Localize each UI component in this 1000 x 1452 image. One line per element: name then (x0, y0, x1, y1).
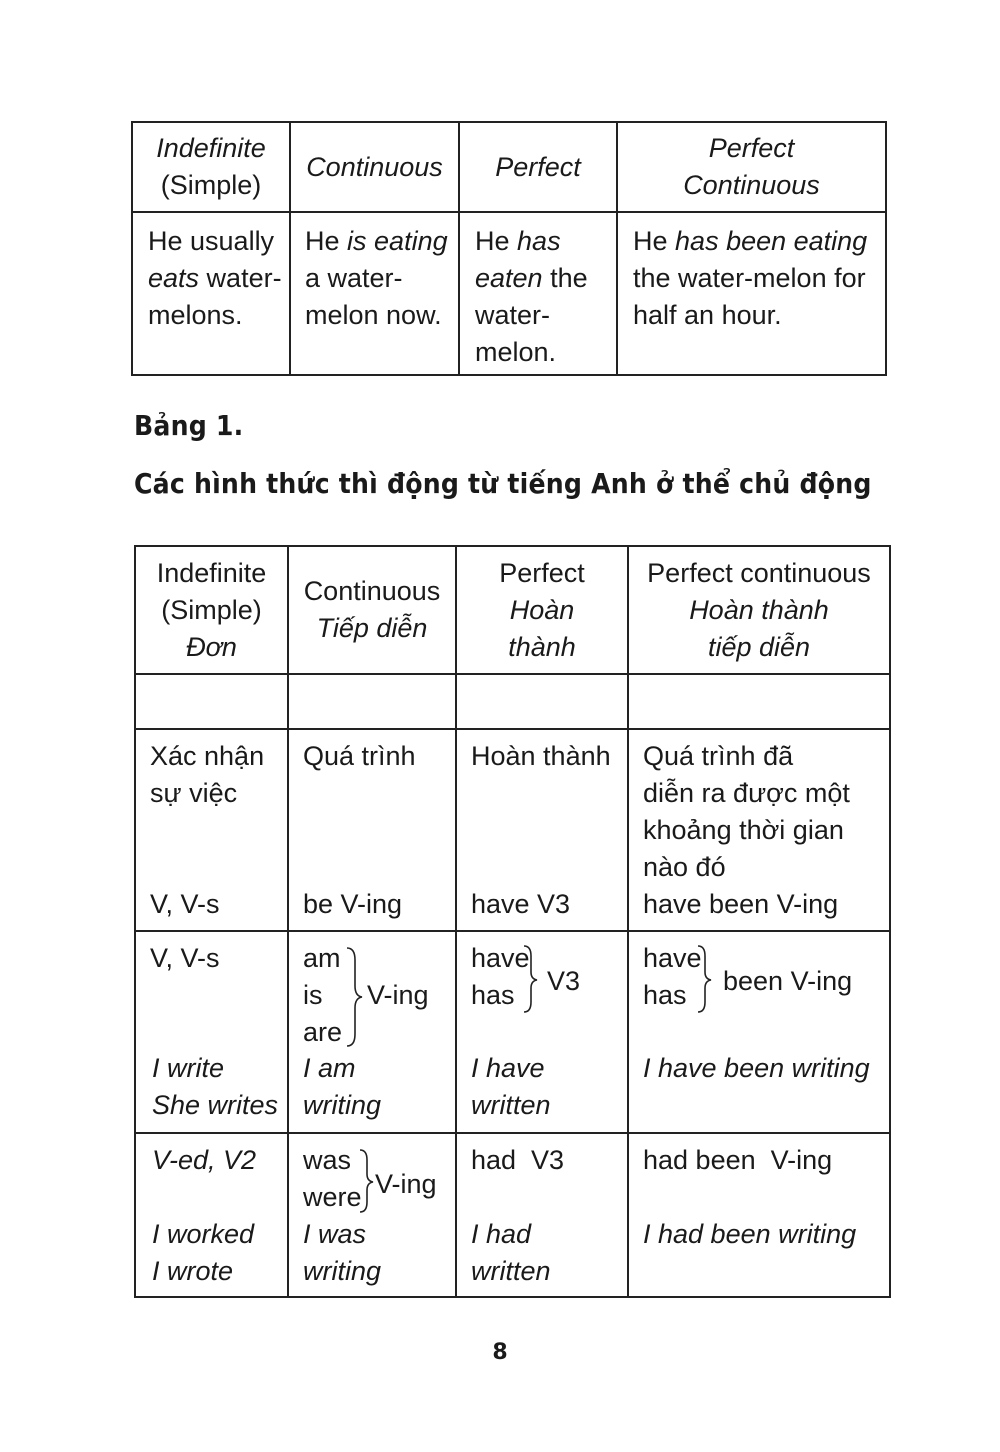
cell-text: He usually (148, 226, 275, 256)
table-cell (628, 931, 890, 1133)
example-text: She writes (152, 1090, 279, 1120)
form-text: V, V-s (150, 943, 220, 973)
cell-text: melon now. (305, 300, 442, 330)
aux-text: has (643, 980, 687, 1010)
header-text: Continuous (306, 151, 443, 182)
table-cell (456, 729, 628, 931)
right-brace-icon (343, 946, 363, 1048)
example-text: I have (471, 1053, 545, 1083)
cell-text: nào đó (643, 852, 726, 882)
table-cell (456, 674, 628, 729)
main-verb-text: V-ing (367, 980, 429, 1010)
cell-text: Quá trình đã (643, 741, 794, 771)
table-caption-number: Bảng 1. (134, 409, 244, 442)
form-text: have V3 (471, 889, 571, 919)
table-header-row (135, 546, 890, 674)
table-cell (456, 931, 628, 1133)
form-text: have been V-ing (643, 889, 839, 919)
plain-text: He (305, 226, 348, 256)
header-text: Tiếp diễn (316, 613, 428, 643)
cell-text (633, 223, 885, 260)
aux-text: were (303, 1182, 362, 1212)
table-cell (628, 1133, 890, 1297)
header-text: Indefinite (156, 557, 267, 588)
tense-examples-table (131, 121, 887, 376)
header-text: Perfect (499, 557, 585, 588)
header-perfect (456, 546, 628, 674)
italic-text: eaten (475, 263, 543, 293)
plain-text: water- (199, 263, 282, 293)
header-text: Hoàn (509, 594, 575, 625)
table-cell (290, 212, 459, 375)
aux-text: was (303, 1145, 352, 1175)
example-text: I am (303, 1053, 356, 1083)
header-text: Perfect continuous (647, 557, 871, 588)
table-cell (628, 729, 890, 931)
table-cell (135, 1133, 288, 1297)
header-continuous (290, 122, 459, 212)
aux-text: has (471, 980, 515, 1010)
present-row (135, 931, 890, 1133)
example-text: I had (471, 1219, 532, 1249)
cell-text (148, 260, 289, 297)
cell-text (475, 223, 616, 260)
example-text: I was (303, 1219, 367, 1249)
table-cell (132, 212, 290, 375)
example-text: written (471, 1256, 551, 1286)
right-brace-icon (357, 1148, 375, 1214)
cell-text: khoảng thời gian (643, 815, 844, 845)
meaning-row (135, 729, 890, 931)
header-perfect-continuous (628, 546, 890, 674)
form-text: V-ed, V2 (152, 1145, 257, 1175)
cell-text: Hoàn thành (471, 741, 611, 771)
example-text: writing (303, 1090, 382, 1120)
header-text: Indefinite (156, 133, 266, 163)
form-text: be V-ing (303, 889, 403, 919)
italic-text: has been eating (675, 226, 868, 256)
aux-text: is (303, 980, 323, 1010)
cell-text: half an hour. (633, 300, 782, 330)
table-cell (288, 931, 456, 1133)
header-indefinite (135, 546, 288, 674)
cell-text: a water- (305, 263, 403, 293)
form-text: V, V-s (150, 889, 220, 919)
cell-text: water- (475, 300, 551, 330)
cell-text: melon. (475, 337, 557, 367)
right-brace-icon (695, 944, 713, 1014)
header-text: Perfect (708, 133, 795, 163)
aux-text: am (303, 943, 341, 973)
table-cell (135, 931, 288, 1133)
italic-text: is eating (347, 226, 448, 256)
cell-text: melons. (148, 300, 243, 330)
empty-row (135, 674, 890, 729)
table-cell (628, 674, 890, 729)
header-text: thành (508, 631, 576, 662)
aux-text: have (643, 943, 702, 973)
example-text: I write (152, 1053, 225, 1083)
cell-text (475, 260, 616, 297)
table-cell (135, 729, 288, 931)
table-cell (456, 1133, 628, 1297)
cell-text: diễn ra được một (643, 778, 850, 808)
example-text: I had been writing (643, 1219, 857, 1249)
cell-text: Quá trình (303, 741, 416, 771)
main-verb-text: been V-ing (723, 966, 853, 996)
plain-text: He (633, 226, 676, 256)
right-brace-icon (521, 944, 539, 1014)
form-text: had V3 (471, 1145, 565, 1175)
form-text: had been V-ing (643, 1145, 833, 1175)
tense-forms-table (134, 545, 891, 1298)
header-text: Continuous (683, 170, 820, 200)
header-text: (Simple) (160, 170, 262, 200)
header-perfect (459, 122, 617, 212)
table-cell (288, 729, 456, 931)
table-cell (617, 212, 886, 375)
table-caption-title: Các hình thức thì động từ tiếng Anh ở thể chủ động (134, 467, 872, 500)
example-text: I wrote (152, 1256, 234, 1286)
header-continuous (288, 546, 456, 674)
header-text: Perfect (495, 151, 581, 182)
example-text: I worked (152, 1219, 255, 1249)
table-row (132, 212, 886, 375)
aux-text: are (303, 1017, 343, 1047)
cell-text: sự việc (150, 778, 238, 808)
table-cell (459, 212, 617, 375)
table-cell (288, 674, 456, 729)
main-verb-text: V-ing (375, 1169, 437, 1199)
table-header-row (132, 122, 886, 212)
page-number: 8 (492, 1340, 508, 1365)
plain-text: He (475, 226, 518, 256)
header-text: Hoàn thành (689, 594, 829, 625)
italic-text: eats (148, 263, 200, 293)
table-cell (135, 674, 288, 729)
plain-text: the (542, 263, 588, 293)
main-verb-text: V3 (547, 966, 581, 996)
header-indefinite (132, 122, 290, 212)
past-row (135, 1133, 890, 1297)
aux-text: have (471, 943, 530, 973)
table-cell (288, 1133, 456, 1297)
italic-text: has (517, 226, 561, 256)
example-text: written (471, 1090, 551, 1120)
cell-text (305, 223, 458, 260)
header-text: (Simple) (161, 594, 262, 625)
header-text: Đơn (186, 631, 237, 662)
header-text: tiếp diễn (707, 631, 811, 662)
example-text: writing (303, 1256, 382, 1286)
cell-text: Xác nhận (150, 741, 265, 771)
cell-text: the water-melon for (633, 263, 866, 293)
example-text: I have been writing (643, 1053, 870, 1083)
header-perfect-continuous (617, 122, 886, 212)
header-text: Continuous (303, 576, 441, 606)
